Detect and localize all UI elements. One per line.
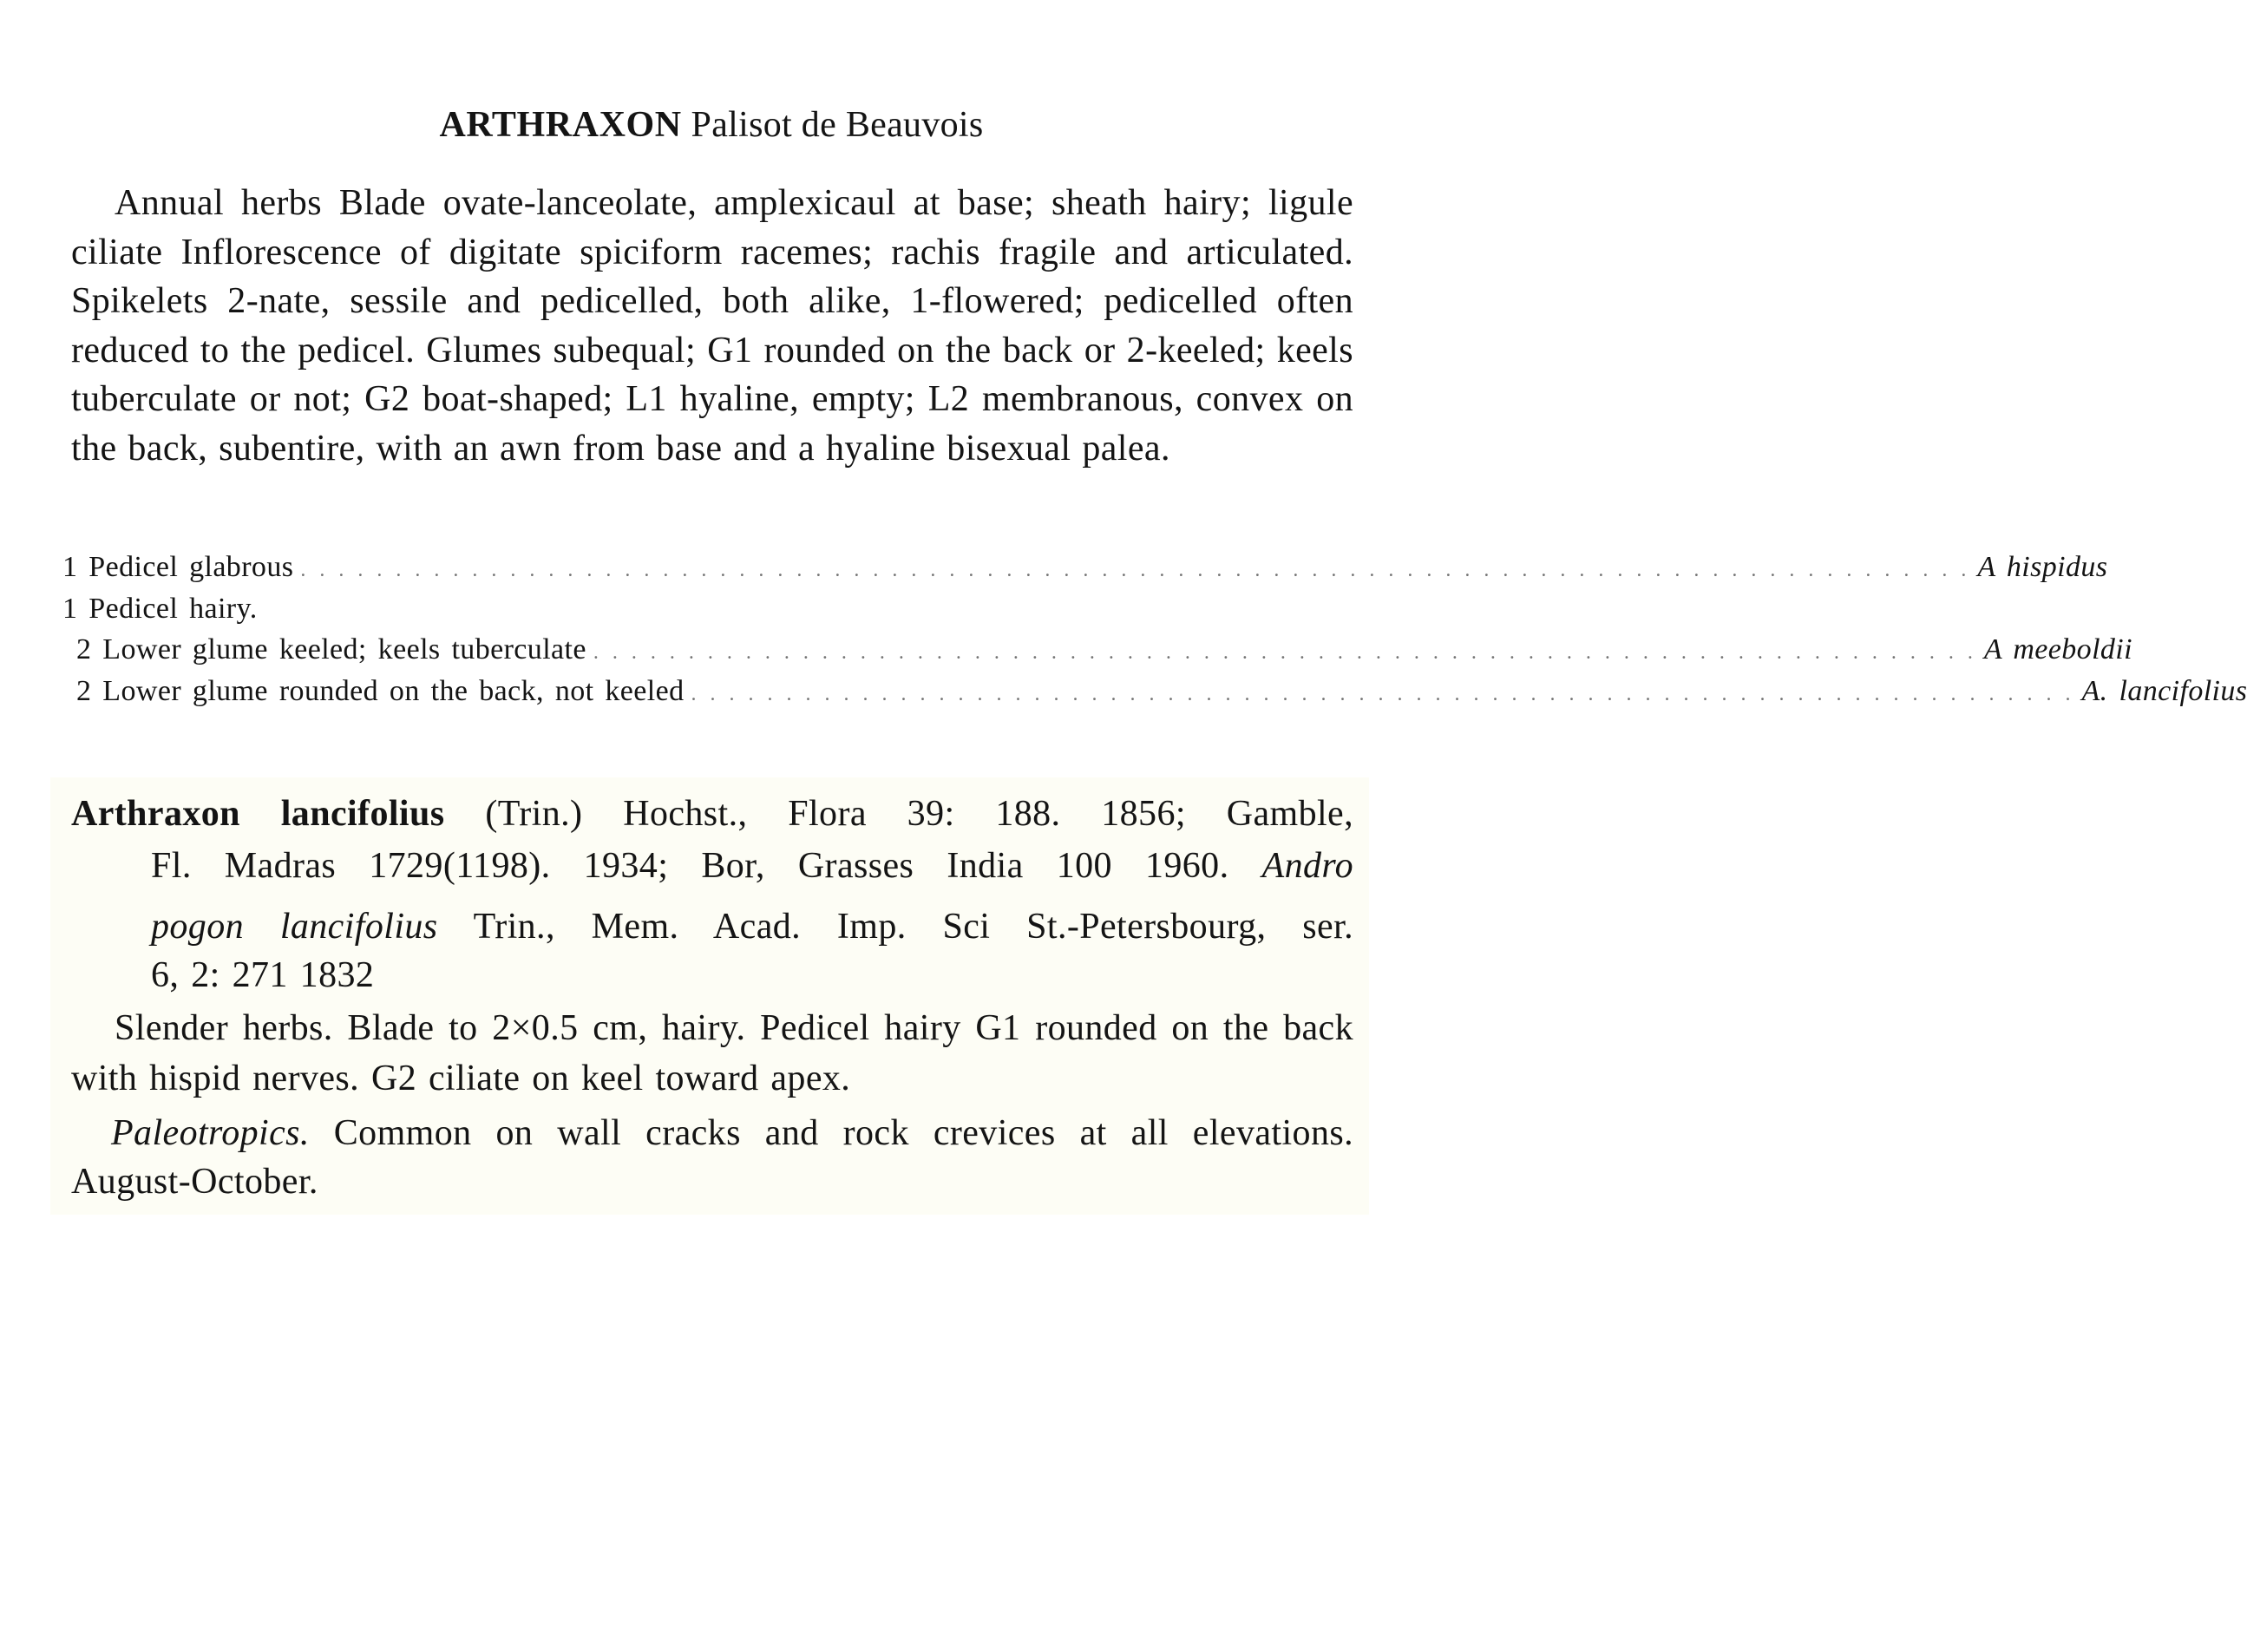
- key-leader-dots: . . . . . . . . . . . . . . . . . . . . . . . . . . . . . . . . . . . . . . . . . . . . . . . . . . . . . . . . . . . . . . . . . . . . . . . . .: [691, 682, 2075, 705]
- key-row: [62, 629, 2133, 671]
- key-taxon: A hispidus: [1977, 551, 2108, 583]
- identification-key: [62, 547, 2247, 711]
- key-row: [62, 547, 2108, 588]
- species-citation-line2: [71, 840, 1353, 892]
- species-basionym-name: pogon lancifolius: [151, 907, 438, 947]
- species-basionym-start: Andro: [1261, 846, 1353, 886]
- key-leader-dots: . . . . . . . . . . . . . . . . . . . . . . . . . . . . . . . . . . . . . . . . . . . . . . . . . . . . . . . . . . . . . . . . . . . . . . . . . . . . . . . . . . . . . . . .: [300, 559, 1971, 581]
- genus-name: ARTHRAXON: [439, 105, 682, 145]
- key-row: [62, 588, 1364, 630]
- species-basionym: [151, 902, 1353, 1000]
- key-leader-dots: . . . . . . . . . . . . . . . . . . . . . . . . . . . . . . . . . . . . . . . . . . . . . . . . . . . . . . . . . . . . . . . . . . . . . . . . .: [593, 641, 1977, 664]
- species-nomenclature: [71, 788, 1353, 892]
- key-row: [62, 671, 2247, 712]
- distribution-region: Paleotropics.: [111, 1113, 310, 1153]
- species-basionym-line1: [151, 902, 1353, 951]
- species-distribution: [71, 1109, 1353, 1206]
- species-description: Slender herbs. Blade to 2×0.5 cm, hairy. Pedicel hairy G1 rounded on the back with hispid nerves. G2 ciliate on keel toward apex.: [71, 1008, 1353, 1098]
- key-lead: 2 Lower glume rounded on the back, not keeled: [76, 674, 685, 707]
- species-basionym-citation: Trin., Mem. Acad. Imp. Sci St.-Petersbourg, ser.: [473, 907, 1353, 947]
- key-taxon: A meeboldii: [1983, 633, 2133, 665]
- species-citation-text: Fl. Madras 1729(1198). 1934; Bor, Grasses India 100 1960.: [151, 846, 1229, 886]
- genus-authority: Palisot de Beauvois: [691, 105, 984, 145]
- distribution-text: Common on wall cracks and rock crevices at all elevations. August-October.: [71, 1113, 1353, 1202]
- key-lead: 2 Lower glume keeled; keels tuberculate: [76, 633, 586, 665]
- key-lead: 1 Pedicel glabrous: [62, 551, 294, 583]
- species-basionym-line2: 6, 2: 271 1832: [151, 955, 375, 995]
- key-taxon: A. lancifolius: [2081, 674, 2247, 707]
- genus-heading: [0, 102, 1423, 148]
- species-citation-line1: (Trin.) Hochst., Flora 39: 188. 1856; Gamble,: [485, 794, 1353, 834]
- species-name: Arthraxon lancifolius: [71, 794, 445, 834]
- key-lead: 1 Pedicel hairy.: [62, 592, 258, 625]
- genus-description: Annual herbs Blade ovate-lanceolate, amplexicaul at base; sheath hairy; ligule ciliate Inflorescence of digitate spiciform racemes; rachis fragile and articulated. Spikelets 2-nate, sessile and pedicelled, both alike, 1-flowered; pedicelled often reduced to the pedicel. Glumes subequal; G1 rounded on the back or 2-keeled; keels tuberculate or not; G2 boat-shaped; L1 hyaline, empty; L2 membranous, convex on the back, subentire, with an awn from base and a hyaline bisexual palea.: [71, 183, 1353, 469]
